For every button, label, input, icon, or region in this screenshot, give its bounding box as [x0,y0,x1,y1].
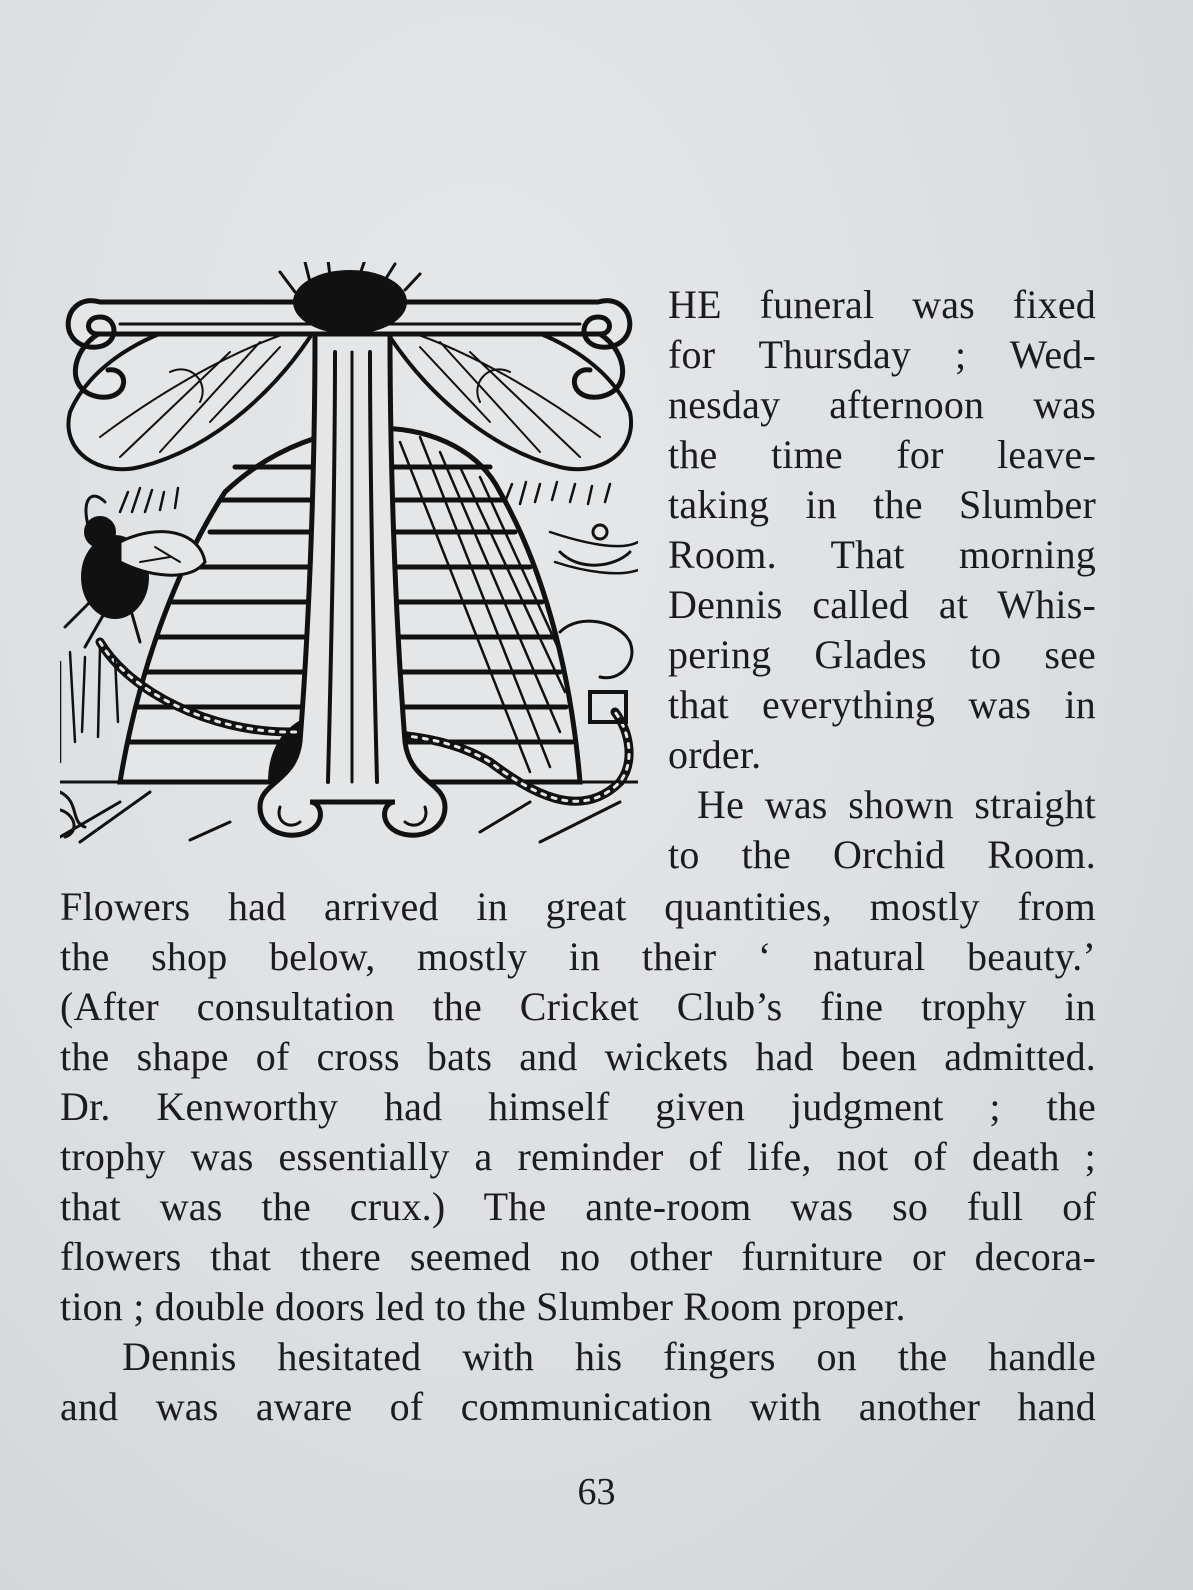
text-line: Dennis hesitated with his fingers on the handle [122,1334,1096,1379]
text-line: pering Glades to see [668,632,1096,677]
text-line: (After consultation the Cricket Club’s fine trophy in [60,984,1096,1029]
text-line: trophy was essentially a reminder of life, not of death ; [60,1134,1096,1179]
text-line: Dr. Kenworthy had himself given judgment ; the [60,1084,1096,1129]
text-line: order. [668,732,762,777]
drop-cap-T-beehive-illustration-icon [60,262,638,852]
page-number: 63 [577,1471,616,1513]
text-line: He was shown straight [697,782,1096,827]
text-line: that everything was in [668,682,1096,727]
text-line: flowers that there seemed no other furniture or decora- [60,1234,1096,1279]
text-line: Dennis called at Whis- [668,582,1096,627]
text-line: Flowers had arrived in great quantities, mostly from [60,884,1096,929]
text-line: for Thursday ; Wed- [668,332,1096,377]
text-line: that was the crux.) The ante-room was so full of [60,1184,1096,1229]
text-line: the time for leave- [668,432,1096,477]
text-line: taking in the Slumber [668,482,1096,527]
text-line: tion ; double doors led to the Slumber Room proper. [60,1284,906,1329]
text-line: the shop below, mostly in their ‘ natural beauty.’ [60,934,1096,979]
text-line: and was aware of communication with another hand [60,1384,1096,1429]
text-line: HE funeral was fixed [668,282,1096,327]
text-line: Room. That morning [668,532,1096,577]
text-line: the shape of cross bats and wickets had been admitted. [60,1034,1096,1079]
text-line: nesday afternoon was [668,382,1096,427]
text-line: to the Orchid Room. [668,832,1096,877]
